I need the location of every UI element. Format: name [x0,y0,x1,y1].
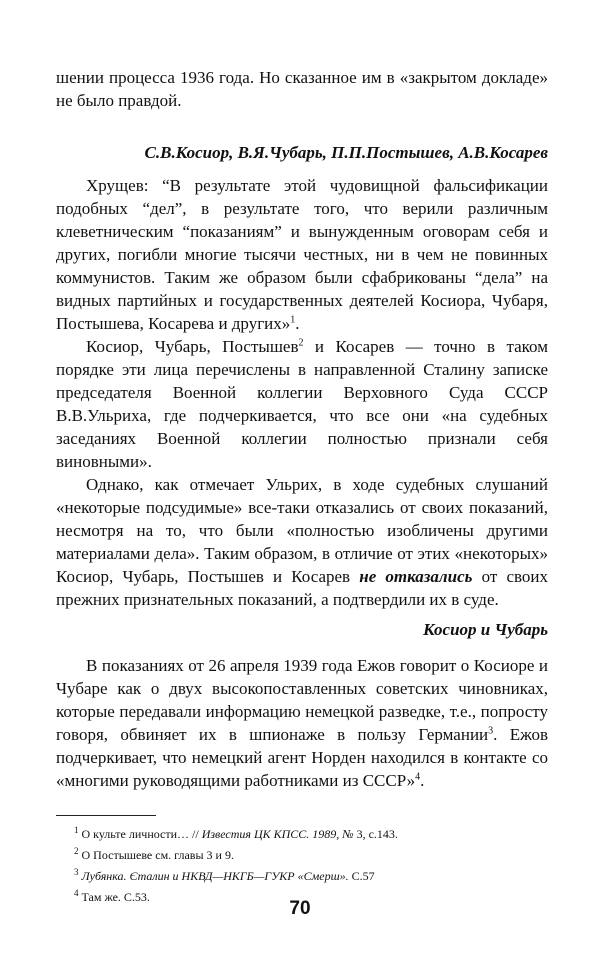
footnote-item [74,822,544,843]
page-number: 70 [289,898,311,919]
paragraph-yezhov-testimony [56,654,548,792]
section-1-body [56,174,548,611]
paragraph-ulrikh-note [56,335,548,473]
footnote-ref: 1 [290,314,296,326]
section-2-body [56,654,548,792]
footnote-text: Там же. С.53. [81,890,150,904]
paragraph-text: Косиор, Чубарь, Постышев [86,337,299,356]
footnote-number: 4 [74,888,79,898]
footnote-number: 1 [74,825,79,835]
paragraph-text: В показаниях от 26 апреля 1939 года Ежов говорит о Косиоре и Чубаре как о двух высокопоставленных советских чиновниках, которые передавали информацию немецкой разведке, т.е., попросту говоря, обвиняет их в шпионаже в пользу Германии [56,656,548,744]
paragraph-text: от своих прежних признательных показаний, а подтвердили их в суде. [56,567,549,609]
footnote-ref: 2 [298,337,304,349]
paragraph-text: Хрущев: “В результате этой чудовищной фальсификации подобных “дел”, в результате того, что верили различным клеветническим “показаниям” и вынужденным оговорам себя и других, погибли многие тысячи честных, ни в чем не повинных коммунистов. Таким же образом были сфабрикованы “дела” на видных партийных и государственных деятелей Косиора, Чубаря, Постышева, Косарева и других» [56,176,548,333]
footnote-item [74,864,544,885]
footnote-divider [56,815,156,816]
footnote-ref: 4 [415,771,421,783]
footnotes [74,822,544,906]
footnote-number: 2 [74,846,79,856]
section-heading-2: Косиор и Чубарь [423,620,548,639]
paragraph-khrushchev-quote [56,174,548,335]
continuation-paragraph [56,66,548,112]
footnote-text: 3, с.143. [353,827,398,841]
paragraph-text: . Ежов подчеркивает, что немецкий агент Норден находился в контакте со «многими руководящими работниками из СССР» [56,725,548,790]
footnote-text: О Постышеве см. главы 3 и 9. [81,848,234,862]
footnote-text: О культе личности… // [81,827,202,841]
paragraph-defendants [56,473,548,611]
footnote-item [74,843,544,864]
footnote-number: 3 [74,867,79,877]
section-heading-1: С.В.Косиор, В.Я.Чубарь, П.П.Постышев, А.В.Косарев [144,143,548,162]
footnote-italic: Лубянка. Єталин и НКВД—НКГБ—ГУКР «Смерш». [81,869,349,883]
paragraph-text: Однако, как отмечает Ульрих, в ходе судебных слушаний «некоторые подсудимые» все-таки отказались от своих показаний, несмотря на то, что были «полностью изобличены другими материалами дела». Таким образом, в отличие от этих «некоторых» Косиор, Чубарь, Постышев и Косарев [56,475,548,586]
footnote-text: С.57 [348,869,375,883]
paragraph-text: и Косарев — точно в таком порядке эти лица перечислены в направленной Сталину записке председателя Военной коллегии Верховного Суда СССР В.В.Ульриха, где подчеркивается, что все они «на судебных заседаниях Военной коллегии полностью признали себя виновными». [56,337,548,471]
continuation-text: шении процесса 1936 года. Но сказанное им в «закрытом докладе» не было правдой. [56,68,548,110]
footnote-ref: 3 [488,725,494,737]
punctuation: . [420,771,425,790]
emphasis-text: не отказались [359,567,473,586]
punctuation: . [295,314,300,333]
footnote-italic: Известия ЦК КПСС. 1989, № [201,827,354,841]
